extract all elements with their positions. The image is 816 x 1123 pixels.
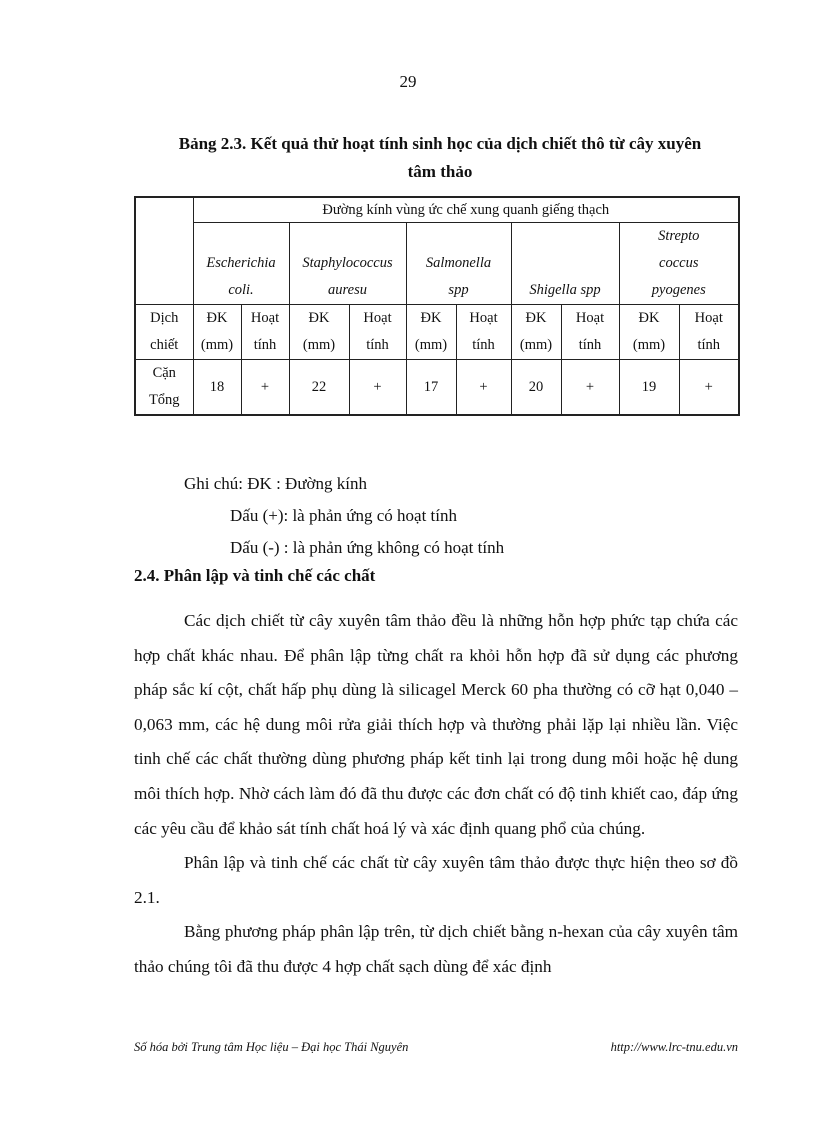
table-notes	[184, 468, 504, 564]
note-line-1: Ghi chú: ĐK : Đường kính	[184, 474, 367, 493]
organism-cell: Escherichia coli.	[193, 223, 289, 305]
data-row-label: Cặn Tổng	[135, 360, 193, 416]
ht-header: Hoạt tính	[561, 305, 619, 360]
ht-value: +	[241, 360, 289, 416]
dk-value: 20	[511, 360, 561, 416]
dk-value: 17	[406, 360, 456, 416]
dk-value: 19	[619, 360, 679, 416]
ht-header: Hoạt tính	[456, 305, 511, 360]
dk-header: ĐK (mm)	[406, 305, 456, 360]
dk-header: ĐK (mm)	[619, 305, 679, 360]
note-line-3: Dấu (-) : là phản ứng không có hoạt tính	[230, 538, 505, 557]
paragraph: Phân lập và tinh chế các chất từ cây xuyên tâm thảo được thực hiện theo sơ đồ 2.1.	[134, 853, 738, 907]
table-corner-cell	[135, 197, 193, 305]
dk-header: ĐK (mm)	[289, 305, 349, 360]
table-group-header: Đường kính vùng ức chế xung quanh giếng thạch	[193, 197, 739, 223]
table-organism-row	[135, 223, 739, 305]
ht-value: +	[679, 360, 739, 416]
caption-line-2: tâm thảo	[407, 162, 473, 181]
ht-value: +	[349, 360, 406, 416]
table-caption	[130, 130, 750, 186]
row-label-cell: Dịch chiết	[135, 305, 193, 360]
section-heading: 2.4. Phân lập và tinh chế các chất	[134, 566, 376, 585]
paragraph: Bằng phương pháp phân lập trên, từ dịch chiết bằng n-hexan của cây xuyên tâm thảo chúng tôi đã thu được 4 hợp chất sạch dùng để xác định	[134, 922, 738, 976]
ht-value: +	[456, 360, 511, 416]
ht-header: Hoạt tính	[679, 305, 739, 360]
ht-header: Hoạt tính	[349, 305, 406, 360]
organism-cell: Staphylococcus auresu	[289, 223, 406, 305]
organism-cell: Strepto coccus pyogenes	[619, 223, 739, 305]
dk-header: ĐK (mm)	[511, 305, 561, 360]
dk-value: 18	[193, 360, 241, 416]
footer-source: Số hóa bởi Trung tâm Học liệu – Đại học Thái Nguyên	[134, 1040, 409, 1054]
table-header-row	[135, 197, 739, 223]
note-line-2: Dấu (+): là phản ứng có hoạt tính	[230, 506, 457, 525]
dk-header: ĐK (mm)	[193, 305, 241, 360]
results-table	[134, 196, 740, 416]
organism-cell: Shigella spp	[511, 223, 619, 305]
page-footer	[134, 1040, 738, 1055]
paragraph: Các dịch chiết từ cây xuyên tâm thảo đều là những hỗn hợp phức tạp chứa các hợp chất khác nhau. Để phân lập từng chất ra khỏi hỗn hợp đã sử dụng các phương pháp sắc kí cột, chất hấp phụ dùng là silicagel Merck 60 pha thường có cỡ hạt 0,040 – 0,063 mm, các hệ dung môi rửa giải thích hợp và thường phải lặp lại nhiều lần. Việc tinh chế các chất thường dùng phương pháp kết tinh lại trong dung môi hoặc hệ dung môi thích hợp. Nhờ cách làm đó đã thu được các đơn chất có độ tinh khiết cao, đáp ứng các yêu cầu để khảo sát tính chất hoá lý và xác định quang phổ của chúng.	[134, 611, 738, 838]
ht-value: +	[561, 360, 619, 416]
table-unit-row	[135, 305, 739, 360]
ht-header: Hoạt tính	[241, 305, 289, 360]
body-text	[134, 604, 738, 985]
dk-value: 22	[289, 360, 349, 416]
footer-url: http://www.lrc-tnu.edu.vn	[610, 1040, 738, 1054]
table-data-row	[135, 360, 739, 416]
page-number: 29	[399, 72, 417, 91]
organism-cell: Salmonella spp	[406, 223, 511, 305]
caption-line-1: Bảng 2.3. Kết quả thử hoạt tính sinh học của dịch chiết thô từ cây xuyên	[178, 134, 702, 153]
